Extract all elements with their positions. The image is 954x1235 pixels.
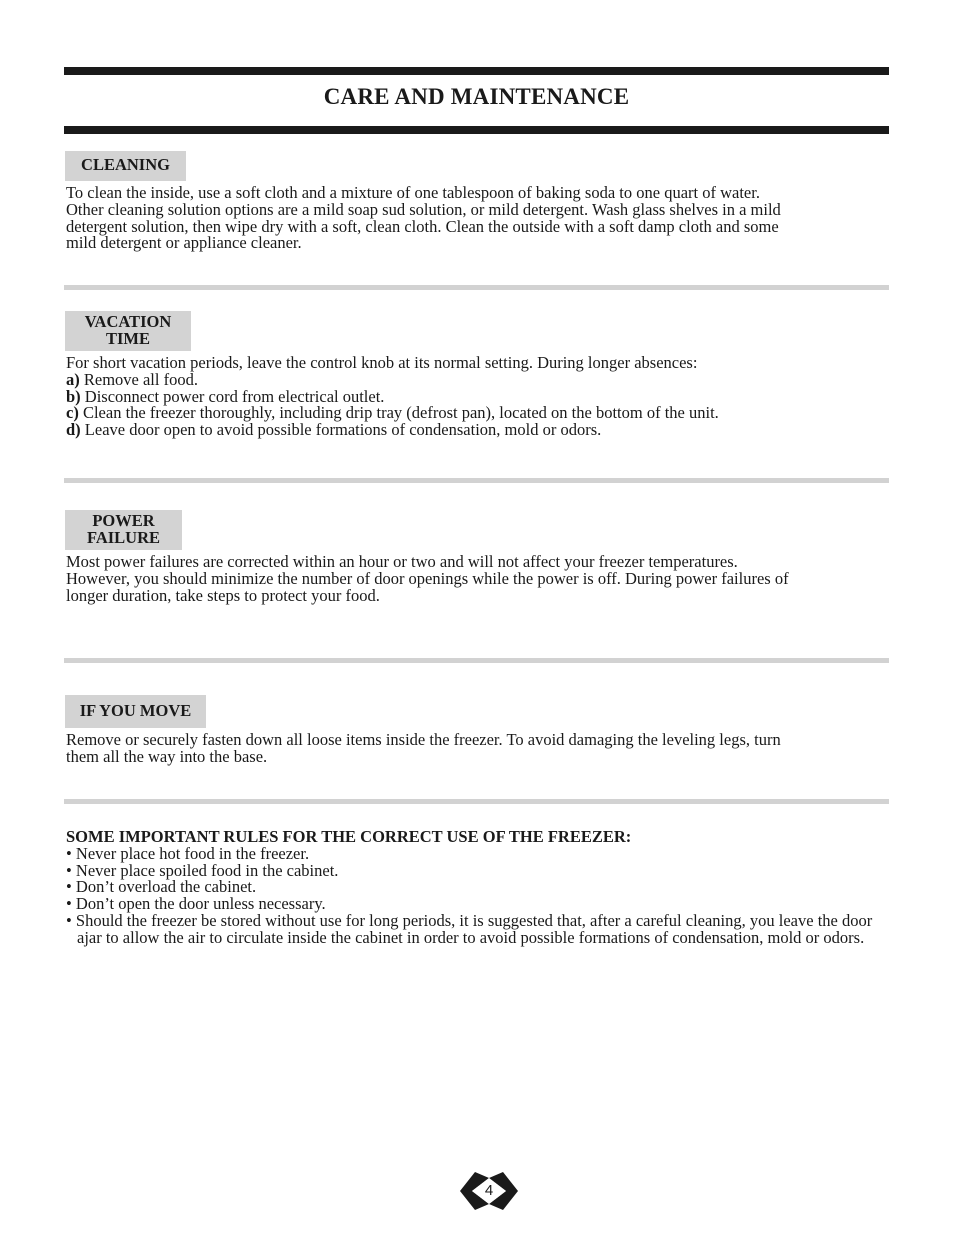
item-label: c): [66, 403, 79, 423]
paragraph-line: For short vacation periods, leave the control knob at its normal setting. During longer absences:: [66, 353, 698, 372]
section-tag-line: CLEANING: [81, 155, 170, 174]
section-tag-if-you-move: [65, 695, 206, 728]
section-divider: [64, 658, 889, 663]
cleaning-paragraph: [66, 185, 886, 252]
item-label: a): [66, 369, 80, 389]
header-bottom-rule: [64, 126, 889, 134]
section-divider: [64, 799, 889, 804]
if-you-move-paragraph: [66, 732, 886, 766]
section-tag-line: FAILURE: [86, 528, 161, 547]
paragraph-line: detergent solution, then wipe dry with a soft, clean cloth. Clean the outside with a soft damp cloth and some: [66, 216, 779, 236]
section-tag-line: IF YOU MOVE: [79, 701, 192, 720]
paragraph-line: However, you should minimize the number of door openings while the power is off. During power failures of: [66, 568, 789, 588]
section-tag-line: POWER: [92, 511, 155, 530]
important-rules: [66, 829, 886, 947]
paragraph-line: Remove or securely fasten down all loose items inside the freezer. To avoid damaging the leveling legs, turn: [66, 730, 781, 749]
section-tag-line: VACATION: [84, 312, 172, 331]
paragraph-line: longer duration, take steps to protect your food.: [66, 585, 380, 605]
list-item: [66, 422, 886, 439]
page-number: 4: [484, 1182, 494, 1199]
section-divider: [64, 478, 889, 483]
section-tag-cleaning: [65, 151, 186, 181]
paragraph-line: Other cleaning solution options are a mild soap sud solution, or mild detergent. Wash glass shelves in a mild: [66, 199, 781, 219]
list-item: • Never place spoiled food in the cabinet.: [66, 860, 339, 880]
item-text: Clean the freezer thoroughly, including drip tray (defrost pan), located on the bottom of the unit.: [78, 403, 719, 423]
item-label: d): [66, 420, 81, 440]
list-item: • Don’t overload the cabinet.: [66, 877, 257, 897]
item-text: Disconnect power cord from electrical outlet.: [80, 386, 385, 406]
power-failure-paragraph: [66, 554, 886, 604]
page-number-badge: [458, 1170, 520, 1212]
item-label: b): [66, 386, 81, 406]
header-top-rule: [64, 67, 889, 75]
section-tag-power-failure: [65, 510, 182, 550]
section-divider: [64, 285, 889, 290]
list-item: • Don’t open the door unless necessary.: [66, 894, 326, 914]
list-item: • Never place hot food in the freezer.: [66, 843, 310, 863]
vacation-paragraph: [66, 355, 886, 439]
paragraph-line: them all the way into the base.: [66, 746, 268, 766]
paragraph-line: mild detergent or appliance cleaner.: [66, 233, 302, 253]
section-tag-vacation-time: [65, 311, 191, 351]
page-title: CARE AND MAINTENANCE: [323, 84, 630, 109]
section-tag-line: TIME: [105, 329, 150, 348]
item-text: Remove all food.: [79, 369, 198, 389]
item-text: Leave door open to avoid possible formations of condensation, mold or odors.: [80, 420, 602, 440]
list-item: • Should the freezer be stored without use for long periods, it is suggested that, after a careful cleaning, you leave the door ajar to allow the air to circulate inside the cabinet in order to avoid possible formations of condensation, mold or odors.: [66, 910, 873, 947]
paragraph-line: To clean the inside, use a soft cloth and a mixture of one tablespoon of baking soda to one quart of water.: [66, 183, 760, 202]
rules-heading: SOME IMPORTANT RULES FOR THE CORRECT USE OF THE FREEZER:: [66, 827, 632, 846]
rules-list: [66, 843, 886, 947]
paragraph-line: Most power failures are corrected within an hour or two and will not affect your freezer temperatures.: [66, 552, 738, 571]
